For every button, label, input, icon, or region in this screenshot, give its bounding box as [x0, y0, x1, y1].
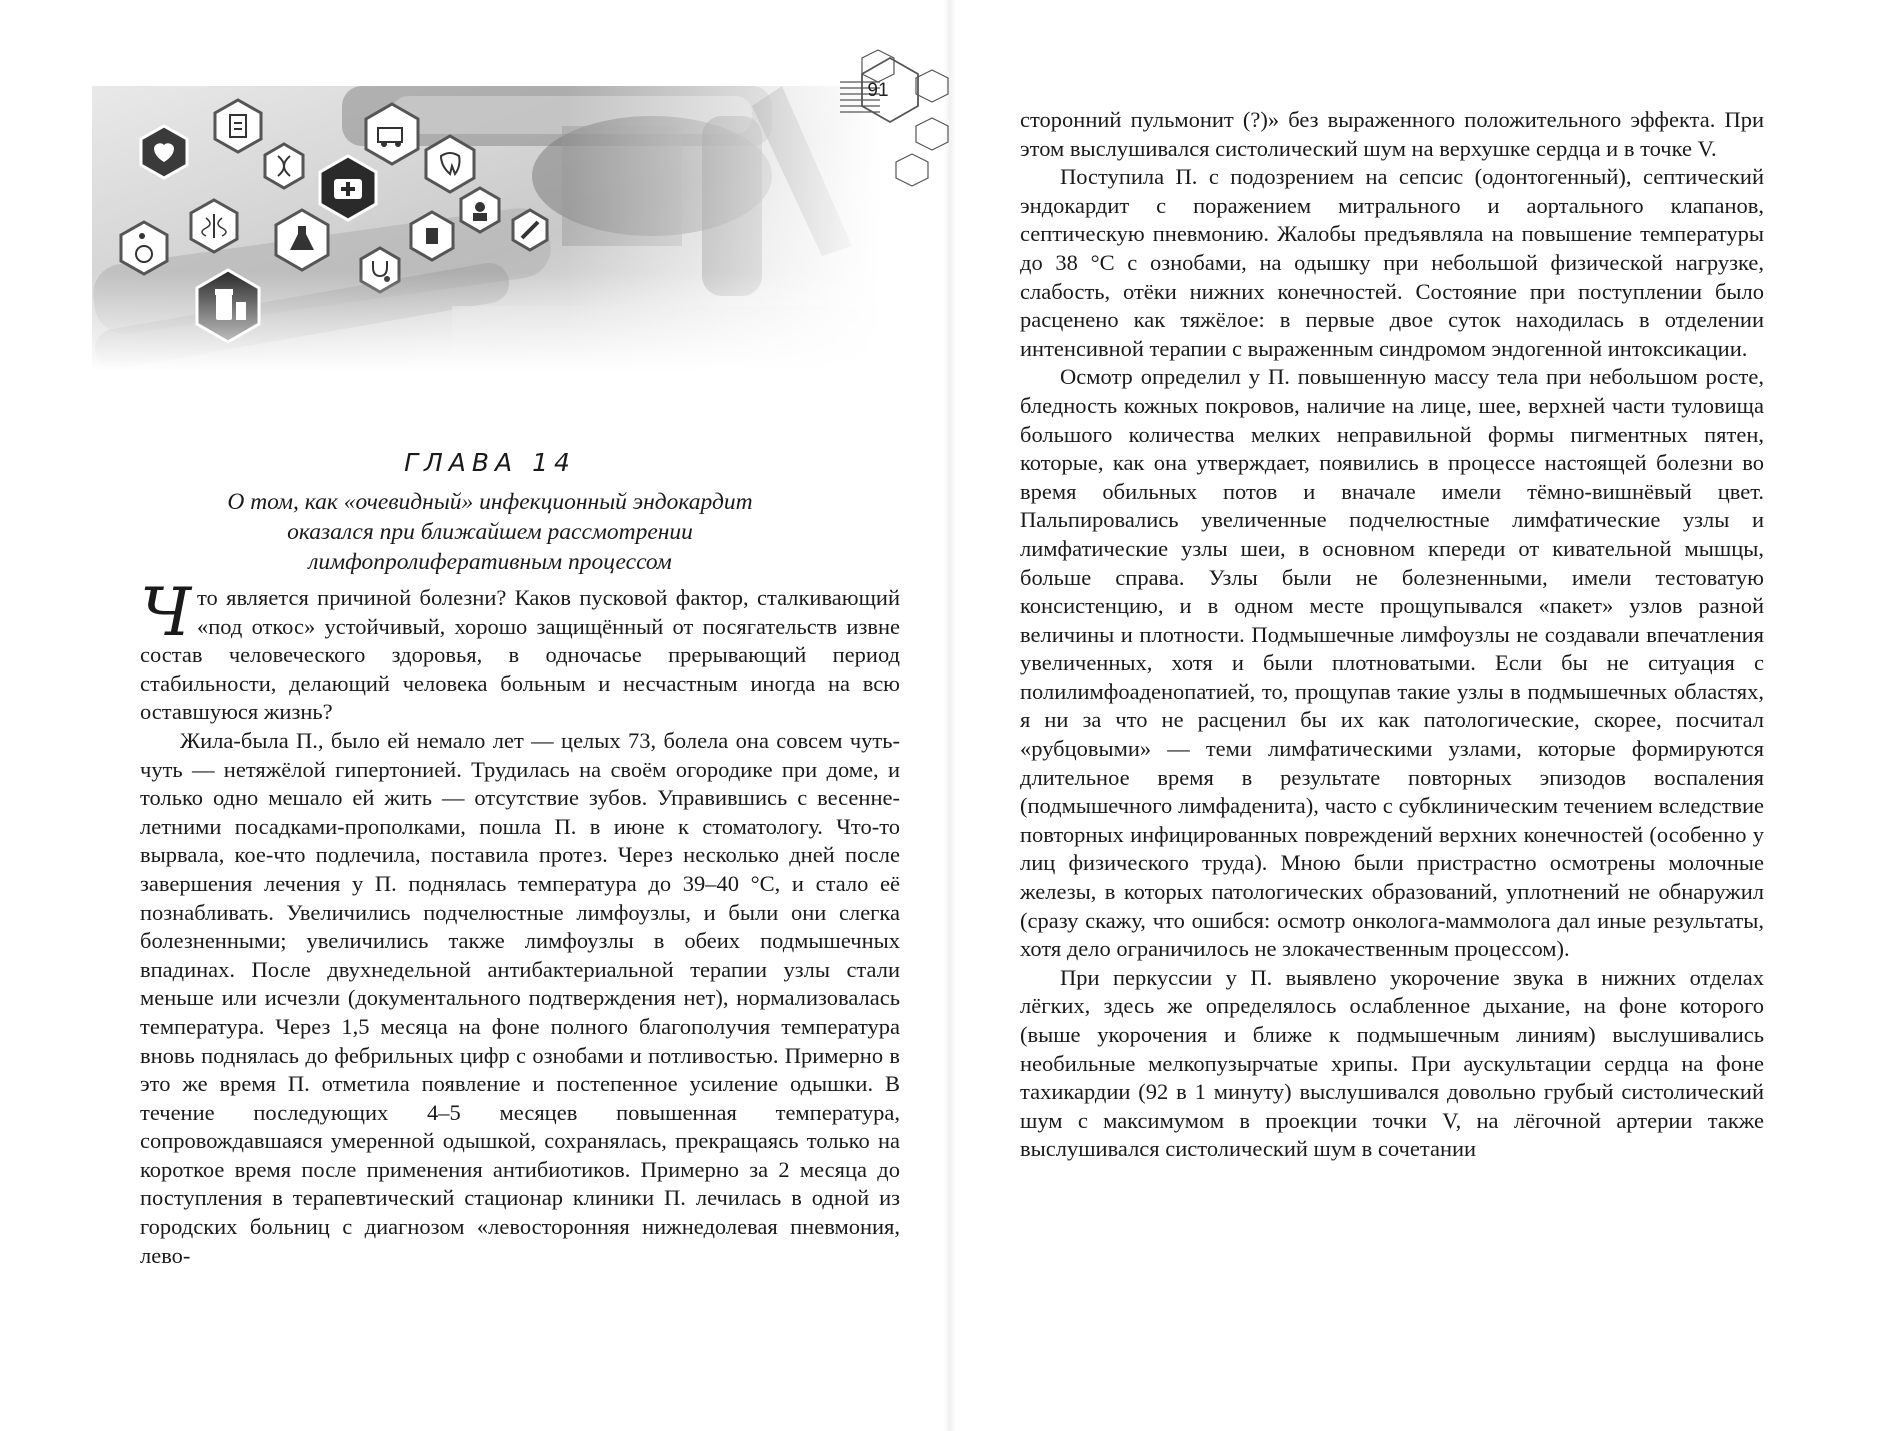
page-number: 91 — [867, 80, 889, 101]
chapter-subtitle-line: оказался при ближайшем рассмотрении — [287, 519, 693, 545]
right-page-body — [1020, 106, 1764, 1164]
body-paragraph: сторонний пульмонит (?)» без выраженного положительного эффекта. При этом выслушивался систолический шум на верхушке сердца и в точке V. — [1020, 107, 1764, 161]
body-paragraph: Жила-была П., было ей немало лет — целых 73, болела она совсем чуть-чуть — нетяжёлой гипертонией. Трудилась на своём огородике при доме, и только одно мешало ей жить — отсутствие зубов. Управившись с весенне-летними посадками-прополками, пошла П. в июне к стоматологу. Что-то вырвала, кое-что подлечила, поставила протез. Через несколько дней после завершения лечения у П. поднялась температура до 39–40 °С, и стало её познабливать. Увеличились подчелюстные лимфоузлы, и были они слегка болезненными; увеличились также лимфоузлы в обеих подмышечных впадинах. После двухнедельной антибактериальной терапии узлы стали меньше или исчезли (документального подтверждения нет), нормализовалась температура. Через 1,5 месяца на фоне полного благополучия температура вновь поднялась до фебрильных цифр с ознобами и потливостью. Примерно в это же время П. отметила появление и постепенное усиление одышки. В течение последующих 4–5 месяцев повышенная температура, сопровождавшаяся умеренной одышкой, сохранялась, прекращаясь только на короткое время после применения антибиотиков. Примерно за 2 месяца до поступления в терапевтический стационар клиники П. лечилась в одной из городских больниц с диагнозом «левосторонняя нижнедолевая пневмония, лево- — [140, 727, 900, 1268]
chapter-subtitle-line: О том, как «очевидный» инфекционный эндокардит — [227, 489, 753, 515]
chapter-illustration — [92, 86, 882, 372]
body-paragraph — [140, 574, 900, 727]
chapter-heading — [150, 448, 830, 577]
left-page — [0, 0, 950, 1431]
body-paragraph: Осмотр определил у П. повышенную массу тела при небольшом росте, бледность кожных покровов, наличие на лице, шее, верхней части туловища большого количества мелких неправильной формы пигментных пятен, которые, как она утверждает, появились в процессе настоящей болезни во время обильных потов и вначале имели тёмно-вишнёвый цвет. Пальпировались увеличенные подчелюстные лимфатические узлы и лимфатические узлы шеи, в основном кпереди от кивательной мышцы, больше справа. Узлы были не болезненными, имели тестоватую консистенцию, и в одном месте прощупывался «пакет» узлов разной величины и плотности. Подмышечные лимфоузлы не создавали впечатления увеличенных, хотя и были плотноватыми. Если бы не ситуация с полилимфоаденопатией, то, прощупав такие узлы в подмышечных областях, я ни за что не расценил бы их как патологические, скорее, посчитал «рубцовыми» — теми лимфатическими узлами, которые формируются длительное время в результате повторных эпизодов воспаления (подмышечного лимфаденита), часто с субклиническим течением вследствие повторных инфицированных повреждений верхних конечностей (особенно у лиц физического труда). Мною были пристрастно осмотрены молочные железы, в которых патологических образований, уплотнений не обнаружил (сразу скажу, что ошибся: осмотр онколога-маммолога дал иные результаты, хотя дело ограничилось не злокачественным процессом). — [1020, 364, 1764, 962]
medical-hexagon-illustration — [92, 86, 882, 372]
left-page-body — [140, 574, 900, 1270]
chapter-subtitle — [150, 487, 830, 577]
paragraph-text: то является причиной болезни? Каков пусковой фактор, сталкивающий «под откос» устойчивый, хорошо защищённый от посягательств извне состав человеческого здоровья, в одночасье прерывающий период стабильности, делающий человека больным и несчастным иногда на всю оставшуюся жизнь? — [140, 585, 900, 725]
body-paragraph: Поступила П. с подозрением на сепсис (одонтогенный), септический эндокардит с поражением митрального и аортального клапанов, септическую пневмонию. Жалобы предъявляла на повышение температуры до 38 °С с ознобами, на одышку при небольшой физической нагрузке, слабость, отёки нижних конечностей. Состояние при поступлении было расценено как тяжёлое: в первые двое суток находилась в отделении интенсивной терапии с выраженным синдромом эндогенной интоксикации. — [1020, 164, 1764, 361]
chapter-subtitle-line: лимфопролиферативным процессом — [308, 549, 672, 575]
page-number-hexagon-badge — [840, 48, 951, 188]
chapter-title: ГЛАВА 14 — [404, 448, 576, 477]
right-page — [950, 0, 1901, 1431]
drop-cap: Ч — [140, 574, 192, 651]
body-paragraph: При перкуссии у П. выявлено укорочение звука в нижних отделах лёгких, здесь же определялось ослабленное дыхание, на фоне которого (выше укорочения и ближе к подмышечным линиям) выслушивались необильные мелкопузырчатые хрипы. При аускультации сердца на фоне тахикардии (92 в 1 минуту) выслушивался довольно грубый систолический шум с максимумом в проекции точки V, на лёгочной артерии также выслушивался систолический шум в сочетании — [1020, 964, 1764, 1162]
